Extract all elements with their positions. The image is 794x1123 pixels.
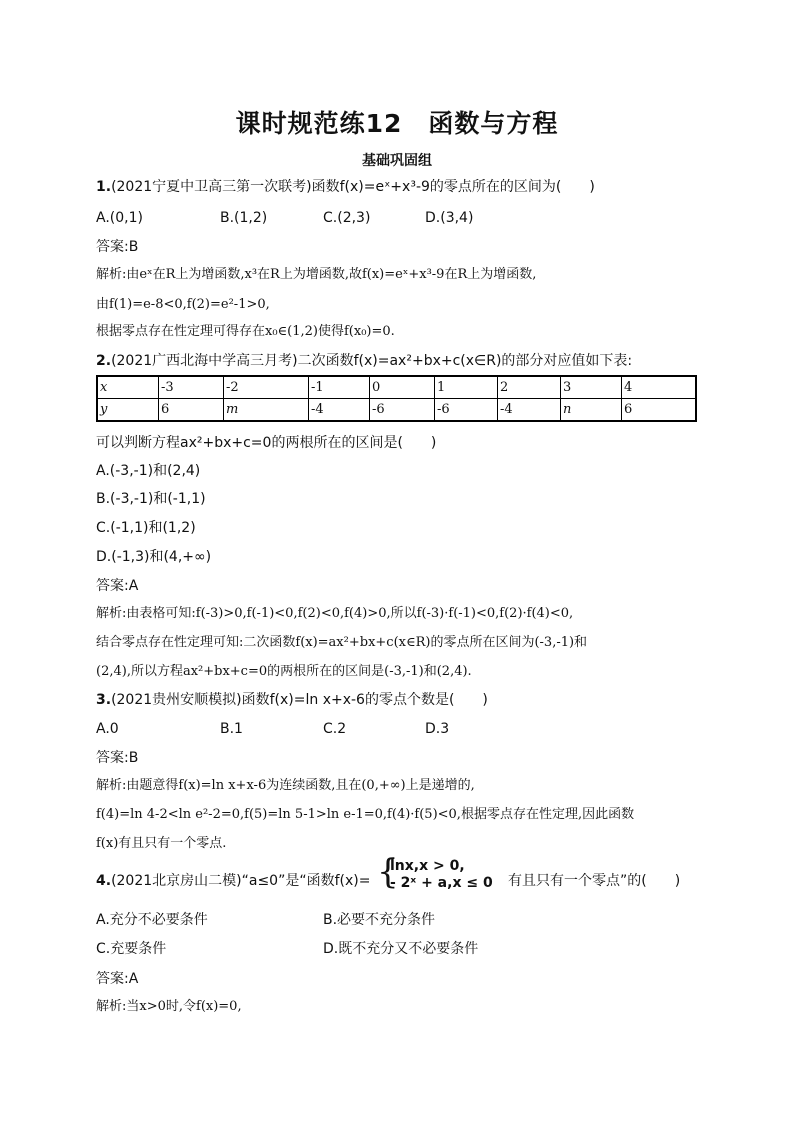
table-cell: y: [97, 399, 159, 422]
q1-option-b: B.(1,2): [220, 210, 268, 226]
q2-answer: 答案:A: [96, 578, 139, 594]
table-cell: -4: [498, 399, 561, 422]
q3-number: 3.: [96, 692, 112, 708]
q1-analysis-line: 根据零点存在性定理可得存在x₀∈(1,2)使得f(x₀)=0.: [96, 324, 395, 339]
piecewise-brace: {: [377, 852, 399, 892]
q4-option-d: D.既不充分又不必要条件: [323, 941, 479, 957]
table-row-x: [97, 376, 696, 399]
section-title: 基础巩固组: [362, 153, 432, 169]
q2-analysis-line: 解析:由表格可知:f(-3)>0,f(-1)<0,f(2)<0,f(4)>0,所以f(-3)·f(-1)<0,f(2)·f(4)<0,: [96, 606, 574, 621]
q3-stem-text: (2021贵州安顺模拟)函数f(x)=ln x+x-6的零点个数是( ): [111, 692, 488, 708]
q4-option-a: A.充分不必要条件: [96, 912, 208, 928]
q3-stem: [96, 691, 488, 709]
q3-option-a: A.0: [96, 721, 119, 737]
q4-analysis-line: 解析:当x>0时,令f(x)=0,: [96, 999, 242, 1014]
q2-analysis-line: 结合零点存在性定理可知:二次函数f(x)=ax²+bx+c(x∈R)的零点所在区间为(-3,-1)和: [96, 635, 588, 650]
q1-analysis-line: 解析:由eˣ在R上为增函数,x³在R上为增函数,故f(x)=eˣ+x³-9在R上为增函数,: [96, 267, 537, 282]
table-cell: -6: [370, 399, 435, 422]
q1-answer: 答案:B: [96, 239, 139, 255]
table-row-y: [97, 399, 696, 422]
q2-option-a: A.(-3,-1)和(2,4): [96, 463, 201, 479]
q2-question: 可以判断方程ax²+bx+c=0的两根所在的区间是( ): [96, 435, 437, 451]
q4-answer: 答案:A: [96, 971, 139, 987]
q1-option-c: C.(2,3): [323, 210, 371, 226]
q4-stem-start: [96, 872, 370, 890]
q1-stem-text: (2021宁夏中卫高三第一次联考)函数f(x)=eˣ+x³-9的零点所在的区间为( ): [111, 179, 595, 195]
q3-analysis-line: 解析:由题意得f(x)=ln x+x-6为连续函数,且在(0,+∞)上是递增的,: [96, 778, 475, 793]
table-cell: 0: [370, 376, 435, 399]
table-cell: -6: [435, 399, 498, 422]
q3-option-b: B.1: [220, 721, 243, 737]
q1-analysis-line: 由f(1)=e-8<0,f(2)=e²-1>0,: [96, 297, 270, 312]
table-cell: 1: [435, 376, 498, 399]
table-cell: m: [224, 399, 309, 422]
q4-option-b: B.必要不充分条件: [323, 912, 436, 928]
table-cell: 2: [498, 376, 561, 399]
q2-option-d: D.(-1,3)和(4,+∞): [96, 549, 212, 565]
table-cell: n: [561, 399, 622, 422]
page-title: 课时规范练12 函数与方程: [235, 109, 559, 138]
q1-option-d: D.(3,4): [425, 210, 474, 226]
table-cell: -3: [159, 376, 224, 399]
table-cell: 4: [622, 376, 697, 399]
table-cell: 6: [159, 399, 224, 422]
q3-analysis-line: f(x)有且只有一个零点.: [96, 836, 227, 851]
table-cell: -2: [224, 376, 309, 399]
piecewise-function: [390, 858, 493, 892]
q1-number: 1.: [96, 179, 112, 195]
table-cell: 6: [622, 399, 697, 422]
table-cell: -1: [309, 376, 370, 399]
q2-option-b: B.(-3,-1)和(-1,1): [96, 491, 206, 507]
q2-analysis-line: (2,4),所以方程ax²+bx+c=0的两根所在的区间是(-3,-1)和(2,4).: [96, 664, 472, 679]
q4-number: 4.: [96, 873, 112, 889]
q2-stem-text: (2021广西北海中学高三月考)二次函数f(x)=ax²+bx+c(x∈R)的部分对应值如下表:: [111, 353, 633, 369]
piecewise-case-nonpositive: - 2ˣ + a,x ≤ 0: [390, 875, 493, 891]
q3-answer: 答案:B: [96, 750, 139, 766]
table-cell: x: [97, 376, 159, 399]
q3-option-c: C.2: [323, 721, 347, 737]
q4-stem-text: (2021北京房山二模)“a≤0”是“函数f(x)=: [111, 873, 371, 889]
piecewise-case-positive: lnx,x > 0,: [390, 858, 465, 874]
q3-analysis-line: f(4)=ln 4-2<ln e²-2=0,f(5)=ln 5-1>ln e-1=0,f(4)·f(5)<0,根据零点存在性定理,因此函数: [96, 807, 635, 822]
q2-number: 2.: [96, 353, 112, 369]
value-table: [96, 375, 697, 422]
q4-stem-end: 有且只有一个零点”的( ): [508, 873, 681, 889]
q1-stem: [96, 178, 595, 196]
q1-option-a: A.(0,1): [96, 210, 143, 226]
table-cell: -4: [309, 399, 370, 422]
q2-stem: [96, 352, 632, 370]
q4-option-c: C.充要条件: [96, 941, 167, 957]
q3-option-d: D.3: [425, 721, 450, 737]
q2-option-c: C.(-1,1)和(1,2): [96, 520, 196, 536]
table-cell: 3: [561, 376, 622, 399]
